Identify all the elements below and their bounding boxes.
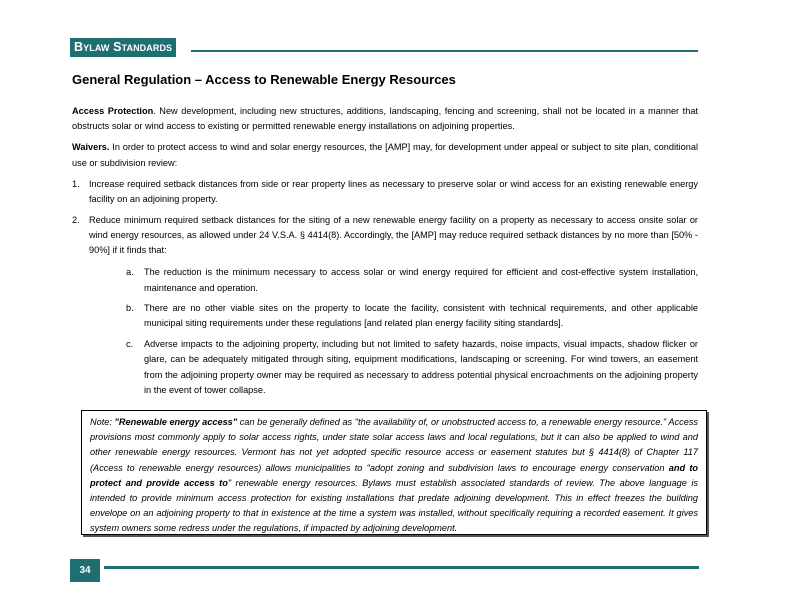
page-title: General Regulation – Access to Renewable Energy Resources: [72, 72, 456, 87]
sublist-item-letter: a.: [126, 267, 134, 278]
note-prefix: Note:: [90, 417, 115, 427]
note-bold-phrase: and to protect and provide access to: [90, 462, 698, 488]
note-text-part1: can be generally defined as "the availability of, or unobstructed access to, a renewable energy resource." Access provisions most commonly apply to solar access rights, under state solar access laws and local regulations, but it can also be applied to wind and other renewable energy resources. Vermont has not yet adopted specific resource access or easement statutes but § 4414(8) of Chapter 117 (Access to renewable energy resources) allows municipalities to "adopt zoning and subdivision laws to encourage energy conservation: [90, 417, 699, 473]
note-box: [81, 410, 707, 535]
header-rule: [191, 50, 698, 52]
sublist-item-text: There are no other viable sites on the property to locate the facility, consistent with technical requirements, and other applicable municipal siting requirements under these regulations [and related plan energy facility siting standards].: [144, 303, 698, 329]
waivers-label: Waivers.: [72, 142, 110, 153]
sublist-item-letter: c.: [126, 339, 134, 350]
list-item-text: Increase required setback distances from side or rear property lines as necessary to preserve solar or wind access for an existing renewable energy facility on an adjoining property.: [89, 178, 698, 205]
list-item-number: 2.: [72, 214, 80, 225]
list-item: [72, 177, 698, 207]
access-protection-label: Access Protection: [72, 106, 154, 116]
access-protection-text: . New development, including new structures, additions, landscaping, fencing and screening, shall not be located in a manner that obstructs solar or wind access to existing or permitted renewable energy installations on adjoining properties.: [72, 106, 698, 132]
access-protection-paragraph: [72, 104, 698, 134]
footer-rule: [104, 566, 699, 569]
waivers-text: In order to protect access to wind and solar energy resources, the [AMP] may, for development under appeal or subject to site plan, conditional use or subdivision review:: [72, 142, 698, 168]
list-item: [72, 213, 698, 259]
sublist-item-text: The reduction is the minimum necessary to access solar or wind energy required for efficient and cost-effective system installation, maintenance and operation.: [144, 267, 698, 293]
page-number: 34: [70, 559, 100, 582]
sublist-item-text: Adverse impacts to the adjoining property, including but not limited to safety hazards, noise impacts, visual impacts, shadow flicker or glare, can be adequately mitigated through siting, equipment modifications, landscaping or screening. For wind towers, an easement from the adjoining property owner may be required as necessary to address potential physical encroachments on the adjoining property in the event of tower collapse.: [144, 339, 698, 395]
note-text-part2: " renewable energy resources. Bylaws must establish associated standards of review. The above language is intended to provide minimum access protection for existing installations that predate adjoining development. This in effect freezes the building envelope on an adjoining property to that in existence at the time a system was installed, without specifically requiring a recorded easement. It gives system owners some redress under the regulations, if impacted by adjoining development.: [90, 477, 698, 534]
waivers-paragraph: [72, 140, 698, 170]
body-content: [72, 104, 698, 403]
sublist-item-letter: b.: [126, 303, 134, 314]
sublist-item: [126, 265, 698, 295]
sublist-item: [126, 301, 698, 331]
list-item-text: Reduce minimum required setback distances for the siting of a new renewable energy facility on a property as necessary to access onsite solar or wind energy resources, as allowed under 24 V.S.A. § 4414(8). Accordingly, the [AMP] may reduce required setback distances by no more than [50% - 90%] if it finds that:: [89, 214, 698, 256]
sublist-item: [126, 337, 698, 398]
section-header-tag: Bylaw Standards: [70, 38, 176, 57]
note-term: "Renewable energy access": [114, 417, 238, 427]
list-item-number: 1.: [72, 178, 80, 189]
sublist: [72, 265, 698, 398]
